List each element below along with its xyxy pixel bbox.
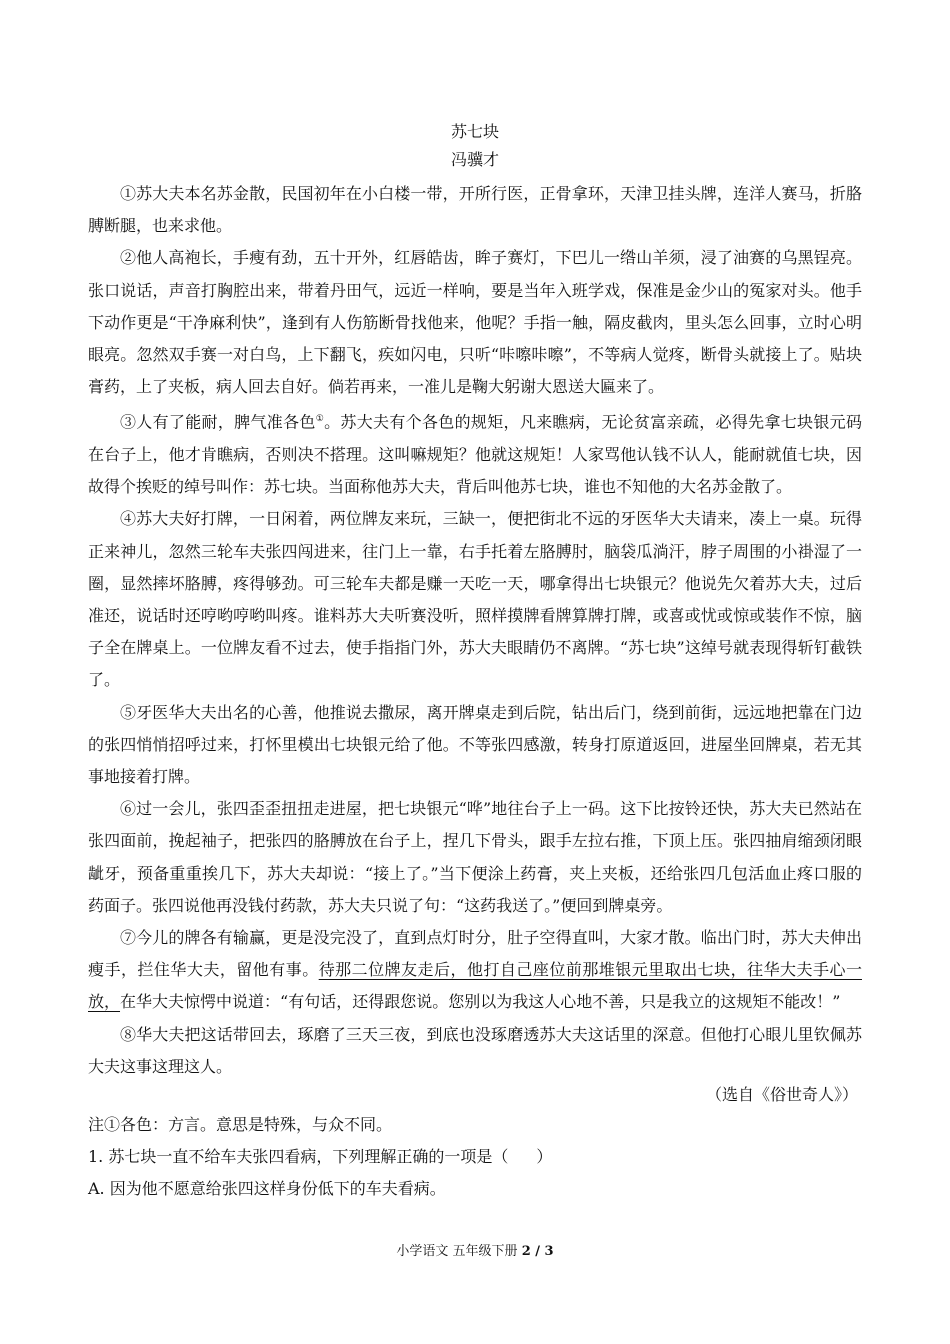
footnote: 注①各色：方言。意思是特殊，与众不同。 [88, 1115, 393, 1134]
page-number: 2 / 3 [521, 1244, 554, 1259]
underlined-sentence: 待那二位牌友走后，他打自己座位前那堆银元里取出七块，往华大夫手心一放， [88, 960, 862, 1012]
page-footer [0, 1242, 950, 1262]
question-1-stem: 1. 苏七块一直不给车夫张四看病，下列理解正确的一项是（ [88, 1147, 509, 1166]
article-author: 冯骥才 [450, 150, 499, 169]
source-citation: （选自《俗世奇人》） [705, 1085, 858, 1104]
paragraph-7-part-1: ⑦今儿的牌各有输赢，更是没完没了，直到点灯时分，肚子空得直叫，大家才散。临出门时，苏大夫伸出瘦手，拦住华大夫，留他有事。 [88, 928, 862, 980]
article-body [88, 178, 862, 1083]
paragraph-3 [88, 403, 862, 503]
article-title: 苏七块 [450, 122, 499, 141]
paragraph-5: ⑤牙医华大夫出名的心善，他推说去撒尿，离开牌桌走到后院，钻出后门，绕到前街，远远地把靠在门边的张四悄悄招呼过来，打怀里模出七块银元给了他。不等张四感激，转身打原道返回，进屋坐回牌桌，若无其事地接着打牌。 [88, 702, 862, 786]
paragraph-2: ②他人高袍长，手瘦有劲，五十开外，红唇皓齿，眸子赛灯，下巴儿一绺山羊须，浸了油赛的乌黑锃亮。张口说话，声音打胸腔出来，带着丹田气，远近一样响，要是当年入班学戏，保准是金少山的冤家对头。他手下动作更是“干净麻利快”，逢到有人伤筋断骨找他来，他呢？手指一触，隔皮截肉，里头怎么回事，立时心明眼亮。忽然双手赛一对白鸟，上下翻飞，疾如闪电，只听“咔嚓咔嚓”，不等病人觉疼，断骨头就接上了。贴块膏药，上了夹板，病人回去自好。倘若再来，一准儿是鞠大躬谢大恩送大匾来了。 [88, 248, 862, 397]
paragraph-6: ⑥过一会儿，张四歪歪扭扭走进屋，把七块银元“哗”地往台子上一码。这下比按铃还快，苏大夫已然站在张四面前，挽起袖子，把张四的胳膊放在台子上，捏几下骨头，跟手左拉右推，下顶上压。张四抽肩缩颈闭眼龇牙，预备重重挨几下，苏大夫却说：“接上了。”当下便涂上药膏，夹上夹板，还给张四几包活血止疼口服的药面子。张四说他再没钱付药款，苏大夫只说了句：“这药我送了。”便回到牌桌旁。 [88, 799, 862, 915]
paragraph-4: ④苏大夫好打牌，一日闲着，两位牌友来玩，三缺一，便把街北不远的牙医华大夫请来，凑上一桌。玩得正来神儿，忽然三轮车夫张四闯进来，往门上一靠，右手托着左胳膊肘，脑袋瓜淌汗，脖子周围的小褂湿了一圈，显然摔坏胳膊，疼得够劲。可三轮车夫都是赚一天吃一天，哪拿得出七块银元？他说先欠着苏大夫，过后准还，说话时还哼哟哼哟叫疼。谁料苏大夫听赛没听，照样摸牌看牌算牌打牌，或喜或忧或惊或装作不惊，脑子全在牌桌上。一位牌友看不过去，使手指指门外，苏大夫眼睛仍不离牌。“苏七块”这绰号就表现得斩钉截铁了。 [88, 509, 862, 690]
paragraph-7-part-2: 在华大夫惊愕中说道：“有句话，还得跟您说。您别以为我这人心地不善，只是我立的这规矩不能改！” [120, 992, 841, 1012]
paragraph-3-part-1: ③人有了能耐，脾气准各色 [120, 412, 316, 432]
question-1-close: ） [536, 1147, 553, 1166]
paragraph-8: ⑧华大夫把这话带回去，琢磨了三天三夜，到底也没琢磨透苏大夫这话里的深意。但他打心眼儿里钦佩苏大夫这事这理这人。 [88, 1024, 862, 1076]
question-1 [88, 1142, 552, 1172]
option-a[interactable]: A. 因为他不愿意给张四这样身份低下的车夫看病。 [88, 1179, 446, 1198]
paragraph-7 [88, 922, 862, 1019]
footer-label: 小学语文 五年级下册 [396, 1244, 518, 1259]
footnote-marker: ① [315, 414, 325, 425]
paragraph-3-part-2: 。苏大夫有个各色的规矩，凡来瞧病，无论贫富亲疏，必得先拿七块银元码在台子上，他才肯瞧病，否则决不搭理。这叫嘛规矩？他就这规矩！人家骂他认钱不认人，能耐就值七块，因故得个挨贬的绰号叫作：苏七块。当面称他苏大夫，背后叫他苏七块，谁也不知他的大名苏金散了。 [88, 412, 862, 497]
paragraph-1: ①苏大夫本名苏金散，民国初年在小白楼一带，开所行医，正骨拿环，天津卫挂头牌，连洋人赛马，折胳膊断腿，也来求他。 [88, 184, 862, 236]
